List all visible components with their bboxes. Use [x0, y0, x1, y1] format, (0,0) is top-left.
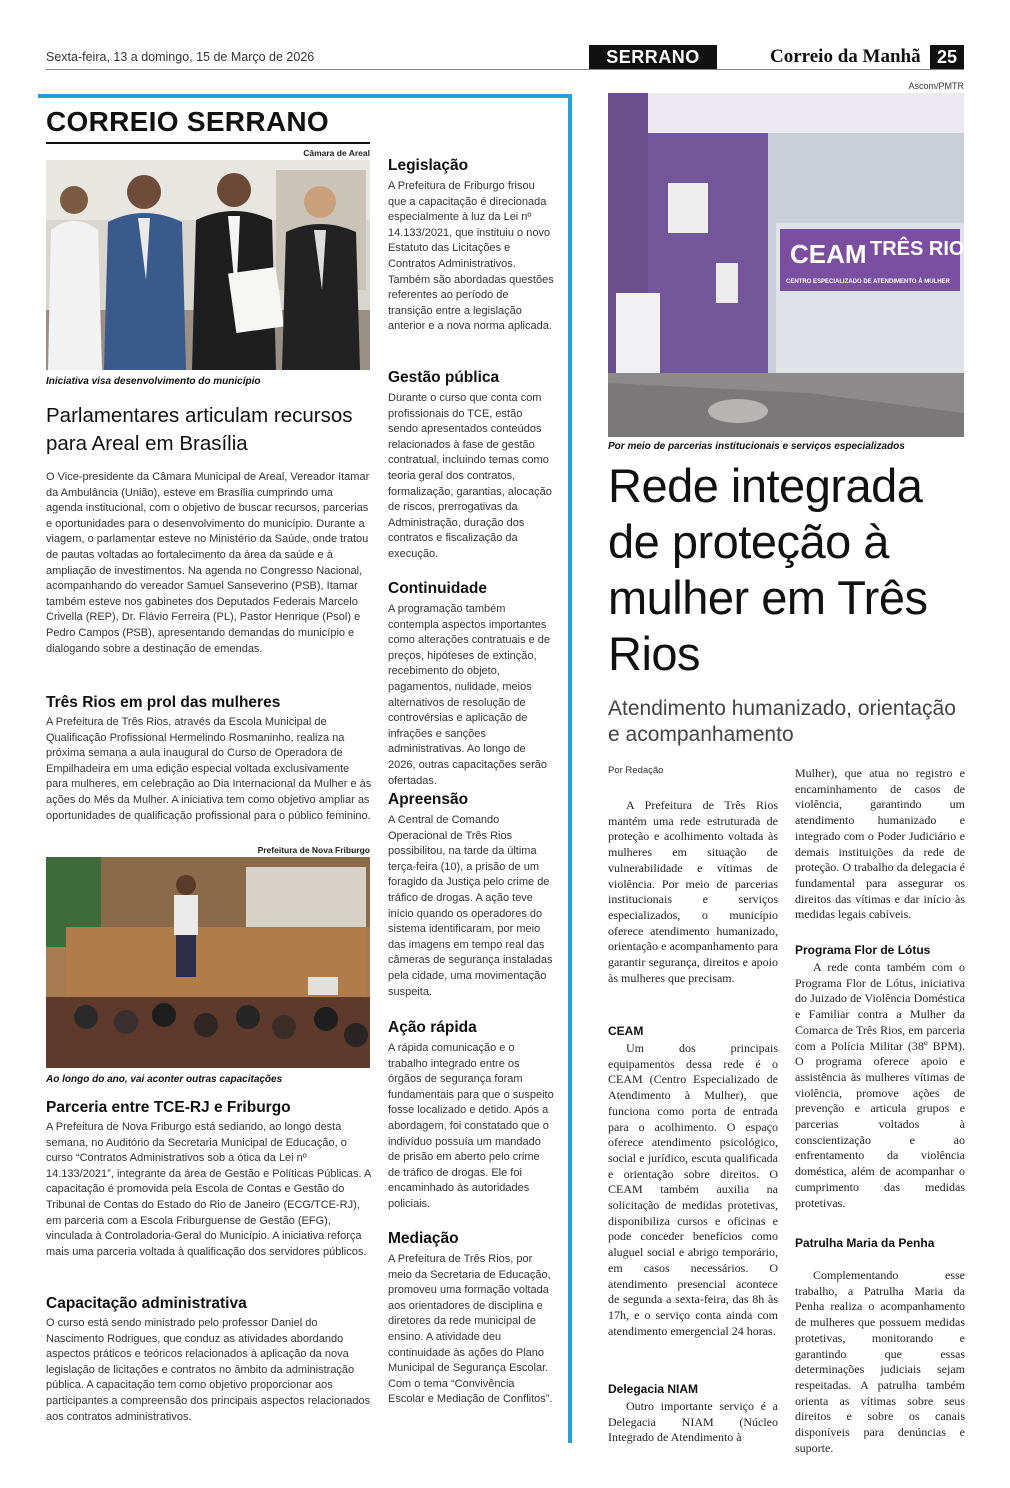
- ceam-subhead: CEAM: [608, 1024, 644, 1038]
- main-photo-caption: Por meio de parcerias institucionais e serviços especializados: [608, 441, 905, 452]
- patrulha-body: Complementando esse trabalho, a Patrulha Maria da Penha realiza o acompanhamento de mulheres que possuem medidas protetivas, monitorando e garantindo que essas determinações judiciais sejam respeitadas. A patrulha também orienta as vítimas sobre seus direitos e sobre os canais disponíveis para denúncias e suporte.: [795, 1268, 965, 1455]
- sign-tres-rios: TRÊS RIOS: [870, 238, 978, 260]
- capacitacao-body: O curso está sendo ministrado pelo professor Daniel do Nascimento Rodrigues, que conduz as atividades abordando aspectos práticos e teóricos relacionados à aplicação da nova legislação de licitações e contratos no âmbito da administração pública. A capacitação tem como objetivo proporcionar aos participantes a compreensão dos principais aspectos relacionados aos contratos administrativos.: [46, 1317, 371, 1423]
- acao-body: A rápida comunicação e o trabalho integrado entre os órgãos de segurança foram fundamentais para que o suspeito fosse localizado e detido. Após a abordagem, foi constatado que o indivíduo possuía um mandado de prisão em aberto pelo crime de tráfico de drogas. Ele foi encaminhado às autoridades policiais.: [388, 1042, 554, 1210]
- photo1-credit: Câmara de Areal: [303, 148, 370, 158]
- ceam-body: Um dos principais equipamentos dessa rede é o CEAM (Centro Especializado de Atendimento à Mulher), que funciona como porta de entrada para o acolhimento. O espaço oferece atendimento psicológico, social e jurídico, escuta qualificada e orientação sobre direitos. O CEAM também auxilia na solicitação de medidas protetivas, disponibiliza cursos e oficinas e pode conceder benefícios como aluguel social e abrigo temporário, em casos necessários. O atendimento presencial acontece de segunda a sexta-feira, das 8h às 17h, e o serviço conta ainda com atendimento emergencial 24 horas.: [608, 1041, 778, 1338]
- capacitacao-subhead: Capacitação administrativa: [46, 1295, 247, 1312]
- byline: Por Redação: [608, 765, 664, 776]
- niam-subhead: Delegacia NIAM: [608, 1382, 699, 1396]
- mulheres-subhead: Três Rios em prol das mulheres: [46, 694, 281, 711]
- areal-delegation-photo: [46, 160, 370, 370]
- apreensao-subhead: Apreensão: [388, 791, 469, 808]
- section-label: SERRANO: [589, 45, 717, 69]
- patrulha-subhead: Patrulha Maria da Penha: [795, 1236, 935, 1250]
- mediacao-subhead: Mediação: [388, 1230, 459, 1247]
- classroom-photo: [46, 857, 370, 1068]
- photo2-credit: Prefeitura de Nova Friburgo: [257, 845, 370, 855]
- main-headline: Rede integrada de proteção à mulher em Três Rios: [608, 459, 928, 680]
- mulheres-body: A Prefeitura de Três Rios, através da Escola Municipal de Qualificação Profissional Hermelindo Rosmaninho, realiza na próxima semana a aula inaugural do Curso de Operadora de Empilhadeira em uma edição especial voltada exclusivamente para mulheres, em celebração ao Dia Internacional da Mulher e às ações do Mês da Mulher. A iniciativa tem como objetivo ampliar as oportunidades de qualificação profissional para o público feminino.: [46, 716, 372, 822]
- continuidade-body: A programação também contempla aspectos importantes como alterações contratuais e de preços, hipóteses de extinção, recebimento do objeto, pagamentos, nulidade, meios alternativos de resolução de controvérsias e aplicação de infrações e sanções administrativas. Ao longo de 2026, outras capacitações serão ofertadas.: [388, 603, 551, 787]
- column-title: CORREIO SERRANO: [46, 106, 329, 137]
- photo2-caption: Ao longo do ano, vai aconter outras capacitações: [46, 1074, 283, 1085]
- areal-body: O Vice-presidente da Câmara Municipal de Areal, Vereador Itamar da Ambulância (União), esteve em Brasília cumprindo uma agenda institucional, com o objetivo de buscar recursos, parcerias e oportunidades para o desenvolvimento do município. Durante a viagem, o parlamentar esteve no Ministério da Saúde, onde tratou de pautas voltadas ao fortalecimento da área da saúde e à ampliação de investimentos. Na agenda no Congresso Nacional, acompanhando do vereador Samuel Sanseverino (PSB), Itamar também esteve nos gabinetes dos Deputados Federais Marcelo Crivella (REP), Dr. Flávio Ferreira (PL), Pastor Henrique (Psol) e Pedro Campos (PSB), apresentando demandas do município e dialogando sobre a destinação de emendas.: [46, 471, 370, 655]
- title-rule: [46, 142, 370, 144]
- legislacao-subhead: Legislação: [388, 157, 469, 174]
- continuidade-subhead: Continuidade: [388, 580, 488, 597]
- legislacao-body: A Prefeitura de Friburgo frisou que a capacitação é direcionada especialmente à luz da Lei nº 14.133/2021, que instituiu o novo Estatuto das Licitações e Contratos Administrativos. Também são abordadas questões referentes ao período de transição entre a legislação anterior e a nova norma aplicada.: [388, 180, 554, 333]
- gestao-body: Durante o curso que conta com profissionais do TCE, estão sendo apresentados conteúdos relacionados à fase de gestão contratual, incluindo temas como teoria geral dos contratos, formalização, garantias, alocação de riscos, prerrogativas da Administração, duração dos contratos e fiscalização da execução.: [388, 392, 552, 560]
- photo1-caption: Iniciativa visa desenvolvimento do município: [46, 376, 261, 387]
- areal-headline: Parlamentares articulam recursos para Areal em Brasília: [46, 404, 353, 455]
- header-rule: [46, 69, 964, 70]
- niam-body: Outro importante serviço é a Delegacia NIAM (Núcleo Integrado de Atendimento à: [608, 1399, 778, 1445]
- main-deck: Atendimento humanizado, orientação e acompanhamento: [608, 697, 956, 746]
- ceam-building-photo: [608, 93, 978, 437]
- mediacao-body: A Prefeitura de Três Rios, por meio da Secretaria de Educação, promoveu uma formação voltada aos orientadores de disciplina e diretores da rede municipal de ensino. A atividade deu continuidade às ações do Plano Municipal de Segurança Escolar. Com o tema “Convivência Escolar e Mediação de Conflitos”.: [388, 1253, 553, 1406]
- newspaper-logo: Correio da Manhã: [770, 46, 921, 67]
- parceria-subhead: Parceria entre TCE-RJ e Friburgo: [46, 1099, 291, 1116]
- gestao-subhead: Gestão pública: [388, 369, 500, 386]
- acao-subhead: Ação rápida: [388, 1019, 477, 1036]
- sign-ceam: CEAM: [790, 239, 867, 269]
- niam-body-continued: Mulher), que atua no registro e encaminhamento de casos de violência, garantindo um atendimento humanizado e integrado com o Poder Judiciário e demais instituições da rede de proteção. O trabalho da delegacia é fundamental para assegurar os direitos das vítimas e dar início às medidas legais cabíveis.: [795, 766, 965, 922]
- main-photo-credit: Ascom/PMTR: [908, 81, 964, 91]
- parceria-body: A Prefeitura de Nova Friburgo está sediando, ao longo desta semana, no Auditório da Secretaria Municipal de Educação, o curso “Contratos Administrativos sob a ótica da Lei nº 14.133/2021”, integrante da área de Gestão e Políticas Públicas. A capacitação é promovida pela Escola de Contas e Gestão do Tribunal de Contas do Estado do Rio de Janeiro (ECG/TCE-RJ), em parceria com a Escola Friburguense de Gestão (EFG), vinculada à Controladoria-Geral do Município. A iniciativa reforça mais uma parceria voltada à qualificação dos servidores públicos.: [46, 1121, 371, 1258]
- edition-date: Sexta-feira, 13 a domingo, 15 de Março de 2026: [46, 50, 315, 64]
- lotus-body: A rede conta também com o Programa Flor de Lótus, iniciativa do Juizado de Violência Doméstica e Familiar contra a Mulher da Comarca de Três Rios, em parceria com a Polícia Militar (38º BPM). O programa oferece apoio e assistência às mulheres vítimas de violência, promove ações de prevenção e articula grupos e parcerias voltados à conscientização e ao enfrentamento da violência doméstica, além de acompanhar o cumprimento das medidas protetivas.: [795, 960, 965, 1210]
- lotus-subhead: Programa Flor de Lótus: [795, 943, 931, 957]
- apreensao-body: A Central de Comando Operacional de Três Rios possibilitou, na tarde da última terça-feira (10), a prisão de um foragido da Justiça pelo crime de tráfico de drogas. A ação teve início quando os operadores do sistema identificaram, por meio das imagens em tempo real das câmeras de segurança instaladas pela cidade, uma movimentação suspeita.: [388, 814, 553, 998]
- sign-subtitle: CENTRO ESPECIALIZADO DE ATENDIMENTO À MULHER: [786, 279, 950, 285]
- main-intro: A Prefeitura de Três Rios mantém uma rede estruturada de proteção e acolhimento voltada às mulheres em situação de vulnerabilidade e vítimas de violência. Por meio de parcerias institucionais e serviços especializados, o município oferece atendimento humanizado, orientação e acompanhamento para garantir segurança, direitos e apoio às mulheres que precisam.: [608, 798, 778, 985]
- page-number: 25: [930, 45, 964, 69]
